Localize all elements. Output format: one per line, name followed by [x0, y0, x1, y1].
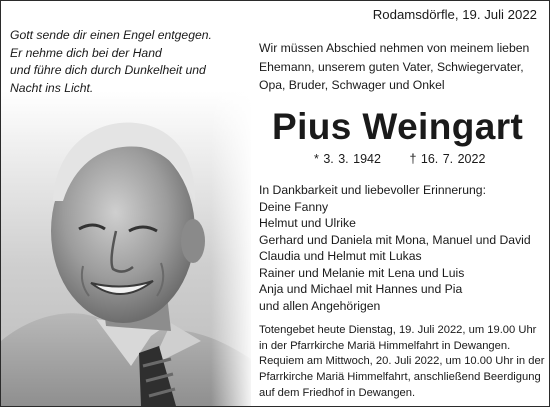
- service-line: Pfarrkirche Mariä Himmelfahrt, anschließend Beerdigung: [259, 371, 541, 384]
- service-line: Totengebet heute Dienstag, 19. Juli 2022, um 19.00 Uhr: [259, 324, 537, 336]
- poem-line: Gott sende dir einen Engel entgegen.: [10, 28, 212, 42]
- service-details: [259, 323, 549, 402]
- mourners-line: Gerhard und Daniela mit Mona, Manuel und David: [259, 232, 531, 247]
- mourners-line: Helmut und Ulrike: [259, 216, 356, 230]
- poem-line: und führe dich durch Dunkelheit und: [10, 63, 206, 77]
- service-line: Requiem am Mittwoch, 20. Juli 2022, um 10.00 Uhr in der: [259, 355, 545, 368]
- life-dates: [314, 152, 485, 166]
- mourners-line: und allen Angehörigen: [259, 298, 381, 313]
- birth-date: * 3. 3. 1942: [314, 152, 381, 166]
- dateline: Rodamsdörfle, 19. Juli 2022: [372, 7, 537, 22]
- photo-fade: [211, 91, 251, 406]
- mourners-line: Anja und Michael mit Hannes und Pia: [259, 282, 463, 296]
- service-line: in der Pfarrkirche Mariä Himmelfahrt in Dewangen.: [259, 339, 511, 352]
- mourners-list: [259, 182, 545, 314]
- mourners-line: Rainer und Melanie mit Lena und Luis: [259, 265, 465, 280]
- mourners-line: In Dankbarkeit und liebevoller Erinnerung:: [259, 183, 486, 197]
- mourners-line: Deine Fanny: [259, 199, 329, 214]
- poem-line: Er nehme dich bei der Hand: [10, 45, 162, 60]
- mourners-line: Claudia und Helmut mit Lukas: [259, 249, 422, 263]
- death-date: † 16. 7. 2022: [409, 152, 486, 166]
- deceased-name: Pius Weingart: [272, 106, 524, 147]
- portrait-photo: [1, 91, 251, 406]
- intro-line: Opa, Bruder, Schwager und Onkel: [259, 78, 445, 92]
- poem-line: Nacht ins Licht.: [10, 80, 94, 95]
- intro-line: Ehemann, unserem guten Vater, Schwiegervater,: [259, 59, 524, 74]
- intro-text: [259, 39, 544, 95]
- poem: [10, 27, 240, 97]
- intro-line: Wir müssen Abschied nehmen von meinem lieben: [259, 41, 530, 55]
- service-line: auf dem Friedhof in Dewangen.: [259, 386, 416, 399]
